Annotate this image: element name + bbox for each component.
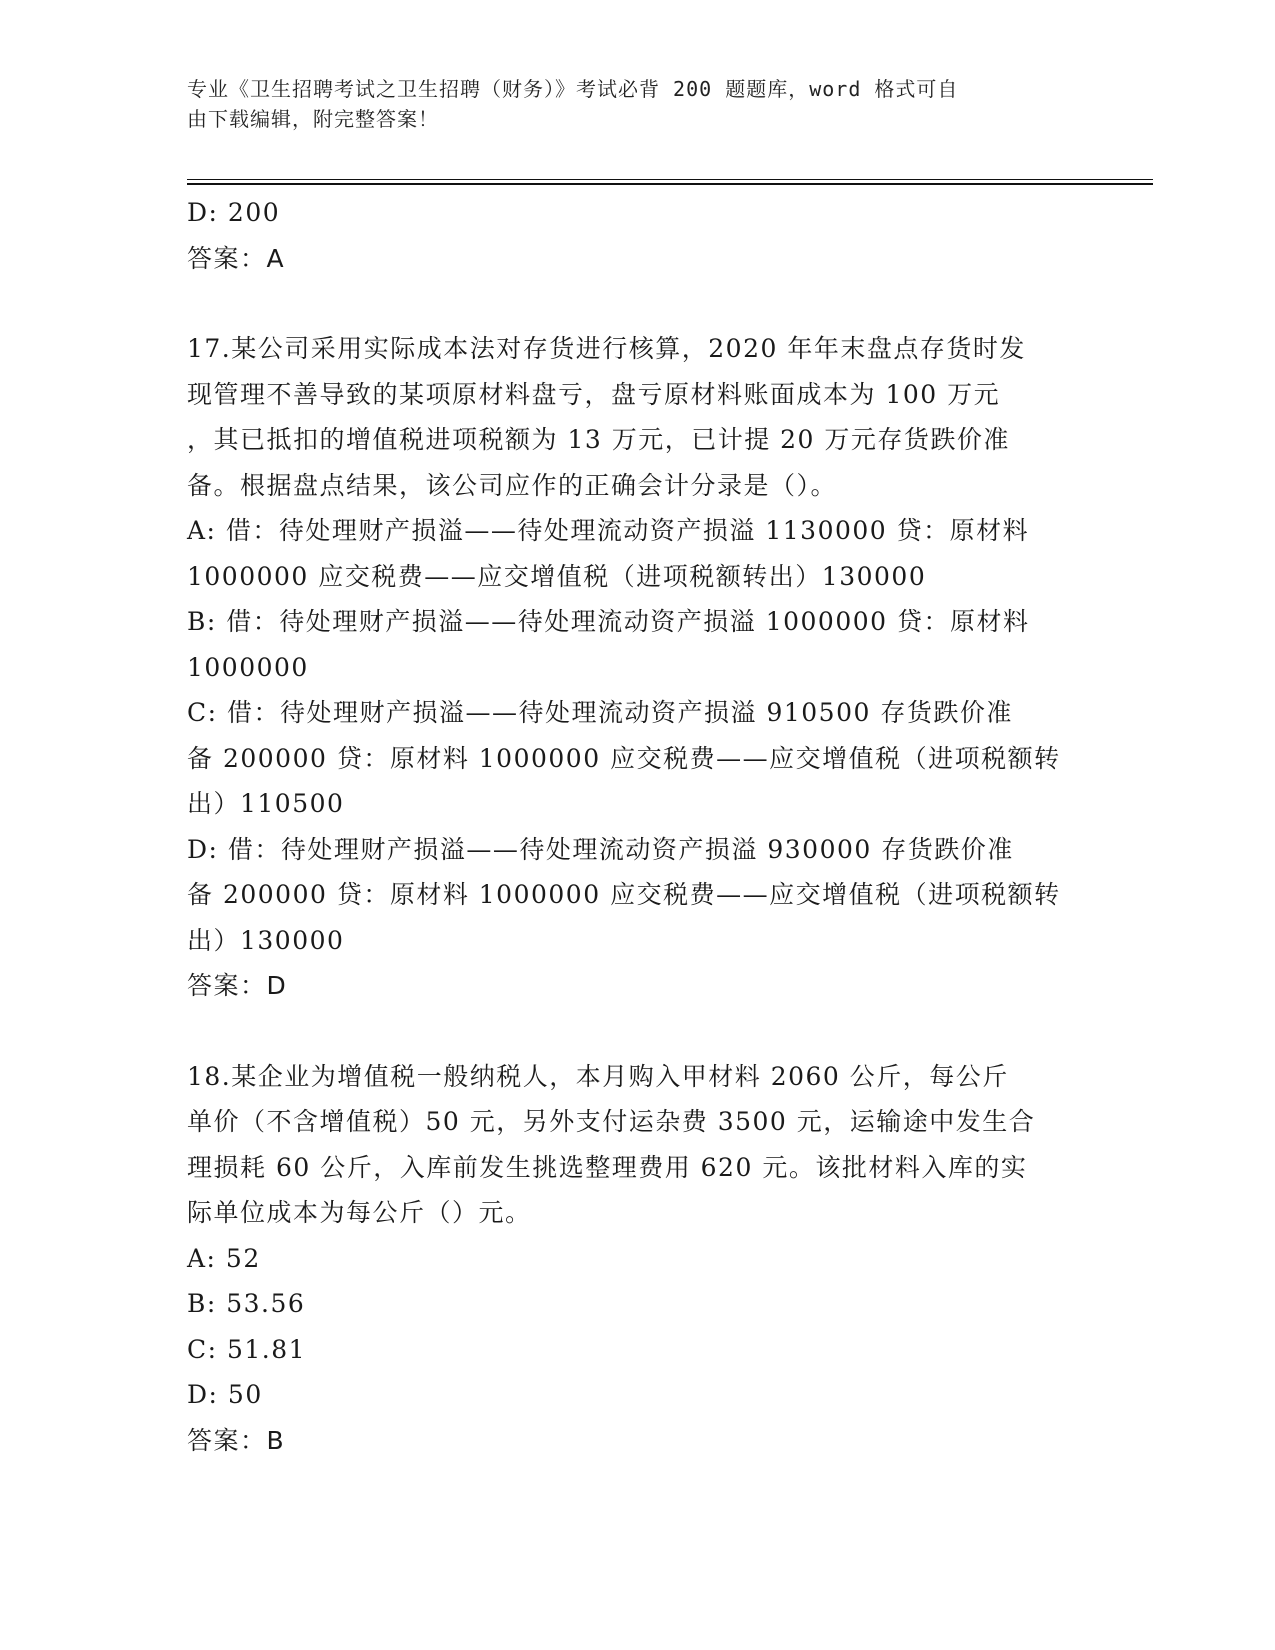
q17-stem-line: 现管理不善导致的某项原材料盘亏，盘亏原材料账面成本为 100 万元	[187, 379, 1001, 409]
prev-option-d: D: 200	[187, 198, 281, 227]
q18-stem-line: 18.某企业为增值税一般纳税人，本月购入甲材料 2060 公斤，每公斤	[187, 1061, 1009, 1091]
q17-option-c-cont: 备 200000 贷：原材料 1000000 应交税费——应交增值税（进项税额转	[187, 743, 1061, 773]
document-body	[187, 190, 1087, 1463]
q17-option-a: A: 借：待处理财产损溢——待处理流动资产损溢 1130000 贷：原材料	[187, 516, 1030, 545]
q18-option-a: A: 52	[187, 1243, 261, 1273]
q18-answer: 答案：B	[187, 1425, 286, 1455]
header-divider-thin	[187, 179, 1153, 180]
prev-answer: 答案：A	[187, 243, 286, 273]
document-header	[187, 74, 1067, 134]
spacer	[187, 281, 1087, 326]
question-18	[187, 1054, 1087, 1464]
q17-option-d: D: 借：待处理财产损溢——待处理流动资产损溢 930000 存货跌价准	[187, 834, 1014, 864]
header-divider-thick	[187, 183, 1153, 185]
q17-answer: 答案：D	[187, 971, 288, 1000]
q17-stem-line: 17.某公司采用实际成本法对存货进行核算，2020 年年末盘点存货时发	[187, 334, 1026, 363]
q17-stem-line: ，其已抵扣的增值税进项税额为 13 万元，已计提 20 万元存货跌价准	[187, 425, 1010, 454]
header-line-1: 专业《卫生招聘考试之卫生招聘（财务）》考试必背 200 题题库，word 格式可自	[187, 77, 959, 101]
q18-option-b: B: 53.56	[187, 1289, 306, 1318]
q17-stem-line: 备。根据盘点结果，该公司应作的正确会计分录是（）。	[187, 470, 838, 500]
spacer	[187, 1009, 1087, 1054]
q18-stem-line: 理损耗 60 公斤，入库前发生挑选整理费用 620 元。该批材料入库的实	[187, 1152, 1028, 1182]
q17-option-c-cont: 出）110500	[187, 789, 345, 818]
q18-option-c: C: 51.81	[187, 1334, 307, 1364]
question-17	[187, 326, 1087, 1009]
q17-option-b: B: 借：待处理财产损溢——待处理流动资产损溢 1000000 贷：原材料	[187, 607, 1030, 636]
q17-option-d-cont: 出）130000	[187, 925, 345, 955]
q18-option-d: D: 50	[187, 1380, 263, 1409]
q18-stem-line: 单价（不含增值税）50 元，另外支付运杂费 3500 元，运输途中发生合	[187, 1107, 1036, 1136]
q17-option-d-cont: 备 200000 贷：原材料 1000000 应交税费——应交增值税（进项税额转	[187, 880, 1061, 909]
q17-option-b-cont: 1000000	[187, 652, 309, 682]
q17-option-c: C: 借：待处理财产损溢——待处理流动资产损溢 910500 存货跌价准	[187, 698, 1013, 727]
q18-stem-line: 际单位成本为每公斤（）元。	[187, 1198, 532, 1227]
q17-option-a-cont: 1000000 应交税费——应交增值税（进项税额转出）130000	[187, 561, 927, 591]
header-line-2: 由下载编辑，附完整答案！	[187, 107, 439, 131]
